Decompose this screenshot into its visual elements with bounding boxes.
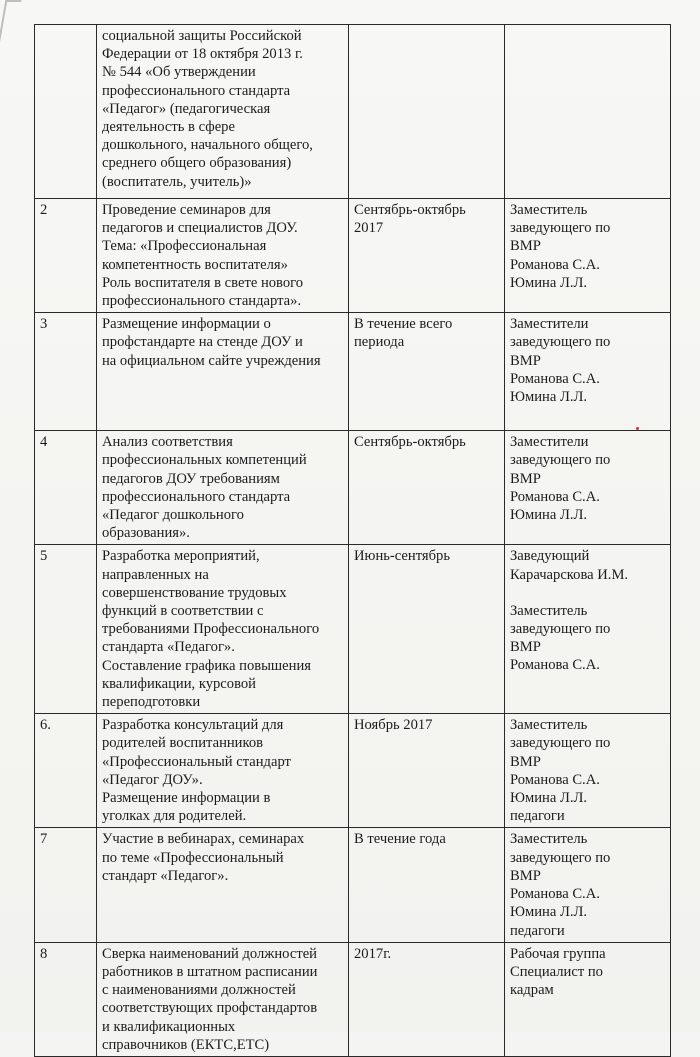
- date-line: Сентябрь-октябрь: [354, 202, 466, 218]
- activity-line: Размещение информации в: [102, 790, 271, 807]
- activity-line: Тема: «Профессиональная: [102, 238, 267, 255]
- responsible-cell: [505, 828, 671, 942]
- date-cell: [349, 942, 505, 1056]
- activity-line: стандарт «Педагог».: [102, 867, 229, 884]
- row-number: 7: [35, 828, 97, 942]
- activity-line: педагогов и специалистов ДОУ.: [102, 220, 298, 237]
- activity-line: совершенствование трудовых: [102, 584, 287, 601]
- activity-line: на официальном сайте учреждения: [102, 352, 321, 369]
- activity-line: Разработка консультаций для: [102, 717, 284, 734]
- activity-line: родителей воспитанников: [102, 735, 264, 752]
- responsible-line: Юмина Л.Л.: [510, 904, 588, 921]
- plan-table: [34, 24, 671, 1057]
- responsible-line: Заместители: [510, 316, 589, 333]
- responsible-line: Юмина Л.Л.: [510, 790, 588, 807]
- activity-line: «Профессиональный стандарт: [102, 753, 291, 770]
- responsible-cell: [505, 714, 671, 828]
- activity-line: стандарта «Педагог».: [102, 639, 235, 656]
- activity-line: Анализ соответствия: [102, 434, 233, 451]
- responsible-line: Романова С.А.: [510, 488, 600, 505]
- activity-line: Сверка наименований должностей: [102, 945, 317, 962]
- responsible-line: Заместитель: [510, 831, 588, 848]
- row-number: 8: [35, 942, 97, 1056]
- date-cell: [349, 199, 505, 313]
- responsible-line: ВМР: [510, 753, 541, 770]
- activity-line: работников в штатном расписании: [102, 963, 318, 980]
- responsible-line: ВМР: [510, 470, 541, 487]
- table-row: [35, 199, 671, 313]
- table-row: [35, 942, 671, 1056]
- activity-line: компетентность воспитателя»: [102, 256, 288, 273]
- date-line: В течение года: [354, 831, 446, 848]
- activity-cell: [97, 25, 349, 199]
- activity-line: справочников (ЕКТС,ЕТС): [102, 1036, 270, 1053]
- activity-line: Размещение информации о: [102, 316, 271, 333]
- responsible-line: ВМР: [510, 238, 541, 255]
- responsible-cell: [505, 25, 671, 199]
- responsible-line: заведующего по: [510, 735, 611, 752]
- activity-cell: [97, 199, 349, 313]
- responsible-line: Рабочая группа: [510, 945, 606, 962]
- date-cell: [349, 545, 505, 714]
- table-row: [35, 313, 671, 431]
- responsible-line: Романова С.А.: [510, 370, 600, 387]
- activity-line: по теме «Профессиональный: [102, 849, 284, 866]
- activity-line: Проведение семинаров для: [102, 202, 271, 218]
- responsible-cell: [505, 431, 671, 545]
- responsible-line: Заместители: [510, 434, 589, 451]
- activity-line: соответствующих профстандартов: [102, 1000, 318, 1017]
- activity-line: деятельность в сфере: [102, 119, 235, 136]
- responsible-line: ВМР: [510, 352, 541, 369]
- date-cell: [349, 714, 505, 828]
- responsible-line: Заместитель: [510, 202, 588, 218]
- row-number: [35, 25, 97, 199]
- row-number: 5: [35, 545, 97, 714]
- activity-cell: [97, 545, 349, 714]
- table-row: [35, 25, 671, 199]
- responsible-line: Юмина Л.Л.: [510, 274, 588, 291]
- table-row: [35, 714, 671, 828]
- activity-line: уголках для родителей.: [102, 808, 247, 825]
- responsible-cell: [505, 942, 671, 1056]
- activity-line: функций в соответствии с: [102, 603, 264, 620]
- activity-line: Составление графика повышения: [102, 657, 311, 674]
- responsible-line: ВМР: [510, 867, 541, 884]
- activity-line: образования».: [102, 525, 190, 542]
- responsible-line: Специалист по: [510, 963, 603, 980]
- activity-line: направленных на: [102, 566, 209, 583]
- activity-line: требованиями Профессионального: [102, 621, 320, 638]
- date-line: периода: [354, 334, 405, 351]
- date-cell: [349, 313, 505, 431]
- activity-line: Роль воспитателя в свете нового: [102, 274, 304, 291]
- activity-line: профессионального стандарта: [102, 488, 291, 505]
- activity-line: квалификации, курсовой: [102, 675, 256, 692]
- responsible-line: заведующего по: [510, 220, 611, 237]
- row-number: 3: [35, 313, 97, 431]
- responsible-line: заведующего по: [510, 621, 611, 638]
- responsible-line: заведующего по: [510, 334, 611, 351]
- activity-line: Федерации от 18 октября 2013 г.: [102, 46, 303, 63]
- activity-line: «Педагог» (педагогическая: [102, 100, 271, 117]
- activity-line: профессионального стандарта».: [102, 293, 302, 310]
- activity-line: педагогов ДОУ требованиям: [102, 470, 280, 487]
- date-line: 2017: [354, 220, 384, 237]
- responsible-line: Юмина Л.Л.: [510, 389, 588, 406]
- plan-table-body: [35, 25, 671, 1057]
- responsible-cell: [505, 313, 671, 431]
- activity-cell: [97, 431, 349, 545]
- activity-line: дошкольного, начального общего,: [102, 137, 313, 154]
- responsible-line: Романова С.А.: [510, 771, 600, 788]
- activity-line: «Педагог дошкольного: [102, 507, 244, 524]
- activity-cell: [97, 942, 349, 1056]
- responsible-cell: [505, 545, 671, 714]
- responsible-line: Юмина Л.Л.: [510, 507, 588, 524]
- activity-line: «Педагог ДОУ».: [102, 771, 203, 788]
- responsible-line: кадрам: [510, 982, 554, 999]
- date-line: В течение всего: [354, 316, 453, 333]
- activity-cell: [97, 828, 349, 942]
- table-row: [35, 545, 671, 714]
- activity-line: Разработка мероприятий,: [102, 548, 260, 565]
- responsible-line: педагоги: [510, 922, 565, 939]
- responsible-line: Романова С.А.: [510, 657, 600, 674]
- activity-line: профессионального стандарта: [102, 82, 291, 99]
- responsible-line: заведующего по: [510, 452, 611, 469]
- date-cell: [349, 828, 505, 942]
- row-number: 2: [35, 199, 97, 313]
- activity-cell: [97, 714, 349, 828]
- activity-line: и квалификационных: [102, 1018, 236, 1035]
- responsible-line: Карачарскова И.М.: [510, 566, 629, 583]
- date-line: Ноябрь 2017: [354, 717, 433, 734]
- table-row: [35, 431, 671, 545]
- scan-edge-mark: [0, 0, 21, 62]
- responsible-line: Заместитель: [510, 602, 588, 619]
- activity-line: среднего общего образования): [102, 155, 292, 172]
- activity-line: № 544 «Об утверждении: [102, 64, 256, 81]
- date-line: Сентябрь-октябрь: [354, 434, 466, 451]
- activity-line: с наименованиями должностей: [102, 982, 296, 999]
- activity-line: (воспитатель, учитель)»: [102, 173, 252, 190]
- responsible-line: Заведующий: [510, 548, 590, 565]
- responsible-cell: [505, 199, 671, 313]
- table-row: [35, 828, 671, 942]
- date-cell: [349, 431, 505, 545]
- activity-cell: [97, 313, 349, 431]
- responsible-line: заведующего по: [510, 849, 611, 866]
- date-line: 2017г.: [354, 945, 392, 962]
- activity-line: профессиональных компетенций: [102, 452, 307, 469]
- activity-line: Участие в вебинарах, семинарах: [102, 831, 305, 848]
- row-number: 4: [35, 431, 97, 545]
- responsible-line: педагоги: [510, 808, 565, 825]
- date-line: Июнь-сентябрь: [354, 548, 450, 565]
- responsible-line: Романова С.А.: [510, 256, 600, 273]
- responsible-line: Заместитель: [510, 717, 588, 734]
- row-number: 6.: [35, 714, 97, 828]
- activity-line: переподготовки: [102, 694, 201, 711]
- responsible-line: [510, 584, 666, 602]
- activity-line: социальной защиты Российской: [102, 28, 302, 44]
- responsible-line: ВМР: [510, 639, 541, 656]
- date-cell: [349, 25, 505, 199]
- responsible-line: Романова С.А.: [510, 886, 600, 903]
- activity-line: профстандарте на стенде ДОУ и: [102, 334, 303, 351]
